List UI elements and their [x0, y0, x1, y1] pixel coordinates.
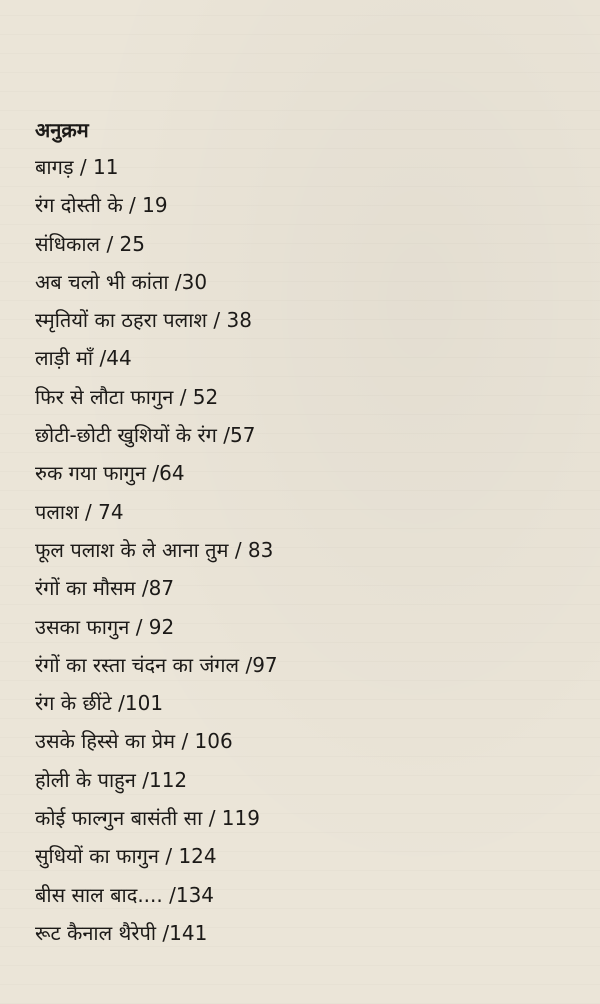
toc-entry: उसके हिस्से का प्रेम / 106: [35, 729, 233, 754]
toc-heading: अनुक्रम: [35, 118, 89, 142]
toc-entry: छोटी-छोटी खुशियों के रंग /57: [35, 423, 256, 448]
toc-entry: फिर से लौटा फागुन / 52: [35, 384, 219, 409]
toc-entry: रूट कैनाल थैरेपी /141: [35, 920, 208, 945]
toc-entry: फूल पलाश के ले आना तुम / 83: [35, 537, 274, 562]
toc-entry: संधिकाल / 25: [35, 231, 146, 256]
toc-entry: रंग के छींटे /101: [35, 691, 164, 716]
toc-entry: उसका फागुन / 92: [35, 614, 175, 639]
toc-entry: रंगों का मौसम /87: [35, 576, 175, 601]
toc-entry: रंगों का रस्ता चंदन का जंगल /97: [35, 652, 278, 677]
toc-entry: सुधियों का फागुन / 124: [35, 844, 217, 869]
toc-entry: अब चलो भी कांता /30: [35, 269, 208, 294]
toc-entry: रंग दोस्ती के / 19: [35, 193, 168, 218]
toc-entry: पलाश / 74: [35, 499, 124, 524]
table-of-contents: [35, 112, 278, 952]
toc-entry: होली के पाहुन /112: [35, 767, 188, 792]
toc-entry: रुक गया फागुन /64: [35, 461, 185, 486]
toc-entry: बागड़ / 11: [35, 155, 119, 179]
toc-entry: बीस साल बाद.... /134: [35, 882, 215, 907]
toc-entry: स्मृतियों का ठहरा पलाश / 38: [35, 308, 252, 333]
toc-entry: कोई फाल्गुन बासंती सा / 119: [35, 806, 260, 831]
toc-entry: लाड़ी माँ /44: [35, 346, 132, 371]
toc-list: [35, 148, 278, 952]
